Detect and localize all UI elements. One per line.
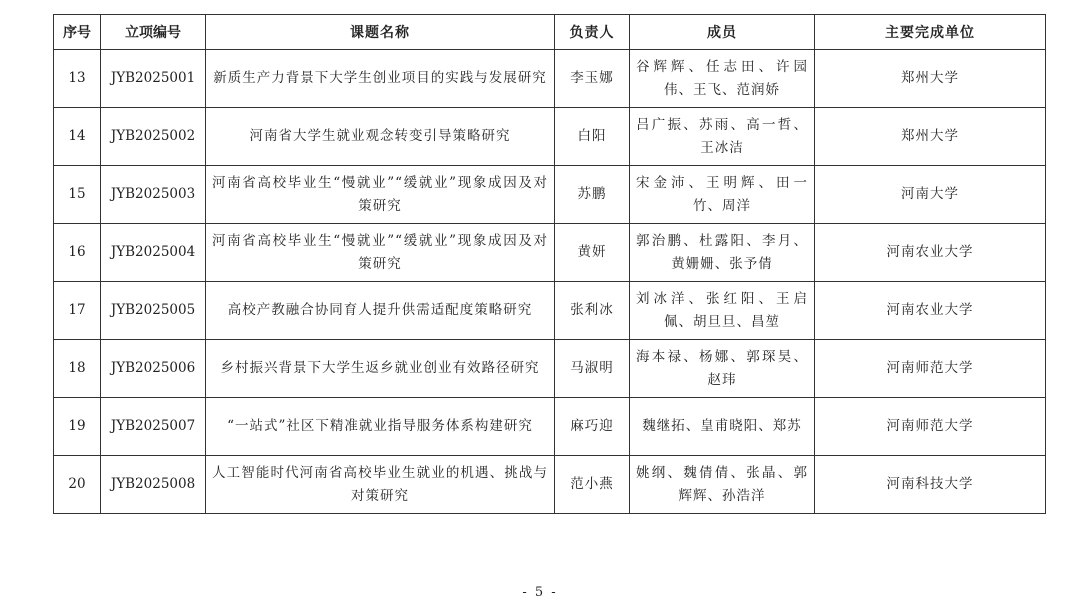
header-leader: 负责人	[555, 15, 630, 50]
cell-unit: 郑州大学	[815, 50, 1046, 108]
header-no: 序号	[54, 15, 101, 50]
cell-unit: 河南师范大学	[815, 340, 1046, 398]
cell-unit: 郑州大学	[815, 108, 1046, 166]
cell-leader: 李玉娜	[555, 50, 630, 108]
table-row	[54, 108, 1046, 166]
table-row	[54, 340, 1046, 398]
cell-no: 20	[54, 456, 101, 514]
cell-members: 吕广振、苏雨、高一哲、王冰洁	[630, 108, 815, 166]
cell-title: 河南省大学生就业观念转变引导策略研究	[206, 108, 555, 166]
table-row	[54, 166, 1046, 224]
cell-no: 17	[54, 282, 101, 340]
cell-leader: 张利冰	[555, 282, 630, 340]
cell-code: JYB2025003	[101, 166, 206, 224]
cell-leader: 麻巧迎	[555, 398, 630, 456]
cell-title: 河南省高校毕业生“慢就业”“缓就业”现象成因及对策研究	[206, 224, 555, 282]
header-unit: 主要完成单位	[815, 15, 1046, 50]
table-row	[54, 282, 1046, 340]
header-title: 课题名称	[206, 15, 555, 50]
cell-code: JYB2025007	[101, 398, 206, 456]
project-table	[53, 14, 1046, 514]
cell-unit: 河南大学	[815, 166, 1046, 224]
cell-code: JYB2025006	[101, 340, 206, 398]
cell-members: 郭治鹏、杜露阳、李月、黄姗姗、张予倩	[630, 224, 815, 282]
table-row	[54, 224, 1046, 282]
cell-title: 河南省高校毕业生“慢就业”“缓就业”现象成因及对策研究	[206, 166, 555, 224]
table-row	[54, 456, 1046, 514]
cell-no: 18	[54, 340, 101, 398]
cell-members: 姚纲、魏倩倩、张晶、郭辉辉、孙浩洋	[630, 456, 815, 514]
cell-title: “一站式”社区下精准就业指导服务体系构建研究	[206, 398, 555, 456]
cell-members: 海本禄、杨娜、郭琛昊、赵玮	[630, 340, 815, 398]
cell-no: 15	[54, 166, 101, 224]
cell-code: JYB2025002	[101, 108, 206, 166]
table-header-row	[54, 15, 1046, 50]
cell-code: JYB2025001	[101, 50, 206, 108]
table-row	[54, 398, 1046, 456]
cell-leader: 范小燕	[555, 456, 630, 514]
cell-leader: 马淑明	[555, 340, 630, 398]
page-number: - 5 -	[522, 585, 558, 600]
cell-members: 魏继拓、皇甫晓阳、郑苏	[630, 398, 815, 456]
cell-unit: 河南师范大学	[815, 398, 1046, 456]
cell-no: 16	[54, 224, 101, 282]
cell-code: JYB2025004	[101, 224, 206, 282]
table-row	[54, 50, 1046, 108]
cell-title: 乡村振兴背景下大学生返乡就业创业有效路径研究	[206, 340, 555, 398]
cell-no: 13	[54, 50, 101, 108]
cell-title: 人工智能时代河南省高校毕业生就业的机遇、挑战与对策研究	[206, 456, 555, 514]
cell-unit: 河南农业大学	[815, 282, 1046, 340]
header-code: 立项编号	[101, 15, 206, 50]
cell-unit: 河南科技大学	[815, 456, 1046, 514]
cell-title: 新质生产力背景下大学生创业项目的实践与发展研究	[206, 50, 555, 108]
cell-title: 高校产教融合协同育人提升供需适配度策略研究	[206, 282, 555, 340]
cell-code: JYB2025005	[101, 282, 206, 340]
cell-members: 刘冰洋、张红阳、王启佩、胡旦旦、昌堃	[630, 282, 815, 340]
cell-members: 宋金沛、王明辉、田一竹、周洋	[630, 166, 815, 224]
cell-unit: 河南农业大学	[815, 224, 1046, 282]
cell-members: 谷辉辉、任志田、许园伟、王飞、范润娇	[630, 50, 815, 108]
cell-no: 14	[54, 108, 101, 166]
cell-leader: 黄妍	[555, 224, 630, 282]
header-members: 成员	[630, 15, 815, 50]
cell-no: 19	[54, 398, 101, 456]
cell-leader: 苏鹏	[555, 166, 630, 224]
cell-code: JYB2025008	[101, 456, 206, 514]
cell-leader: 白阳	[555, 108, 630, 166]
